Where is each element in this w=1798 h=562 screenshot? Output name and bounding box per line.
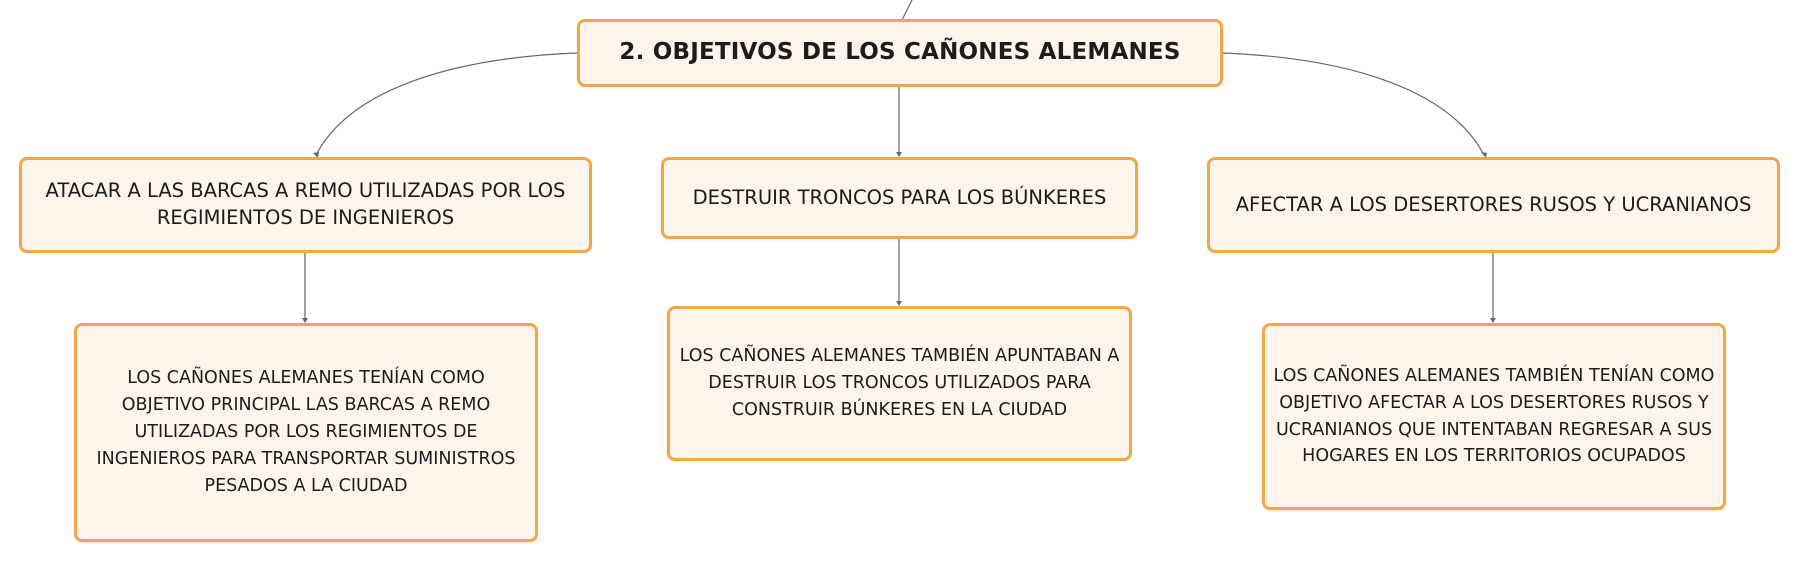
connector-root-branch-1: [316, 53, 577, 155]
detail-topic-1[interactable]: [74, 323, 538, 542]
branch-topic-label: ATACAR A LAS BARCAS A REMO UTILIZADAS POR LOS REGIMIENTOS DE INGENIEROS: [45, 179, 566, 229]
branch-topic-label: DESTRUIR TRONCOS PARA LOS BÚNKERES: [692, 185, 1107, 209]
branch-topic-1[interactable]: [19, 157, 592, 253]
branch-topic-label: AFECTAR A LOS DESERTORES RUSOS Y UCRANIANOS: [1235, 192, 1752, 216]
detail-topic-text: LOS CAÑONES ALEMANES TAMBIÉN APUNTABAN A DESTRUIR LOS TRONCOS UTILIZADOS PARA CONSTRUIR BÚNKERES EN LA CIUDAD: [679, 346, 1120, 420]
detail-topic-text: LOS CAÑONES ALEMANES TENÍAN COMO OBJETIVO PRINCIPAL LAS BARCAS A REMO UTILIZADAS POR LOS REGIMIENTOS DE INGENIEROS PARA TRANSPORTAR SUMINISTROS PESADOS A LA CIUDAD: [96, 368, 516, 496]
detail-topic-3[interactable]: [1262, 323, 1726, 510]
detail-topic-text: LOS CAÑONES ALEMANES TAMBIÉN TENÍAN COMO OBJETIVO AFECTAR A LOS DESERTORES RUSOS Y UCRANIANOS QUE INTENTABAN REGRESAR A SUS HOGARES EN LOS TERRITORIOS OCUPADOS: [1273, 365, 1715, 467]
root-topic[interactable]: [577, 19, 1223, 87]
branch-topic-3[interactable]: [1207, 157, 1780, 253]
detail-topic-2[interactable]: [667, 306, 1132, 461]
branch-topic-2[interactable]: [661, 157, 1138, 239]
connector-root-branch-3: [1223, 53, 1484, 155]
connector-incoming: [902, 0, 912, 20]
root-topic-label: 2. OBJETIVOS DE LOS CAÑONES ALEMANES: [619, 39, 1181, 66]
